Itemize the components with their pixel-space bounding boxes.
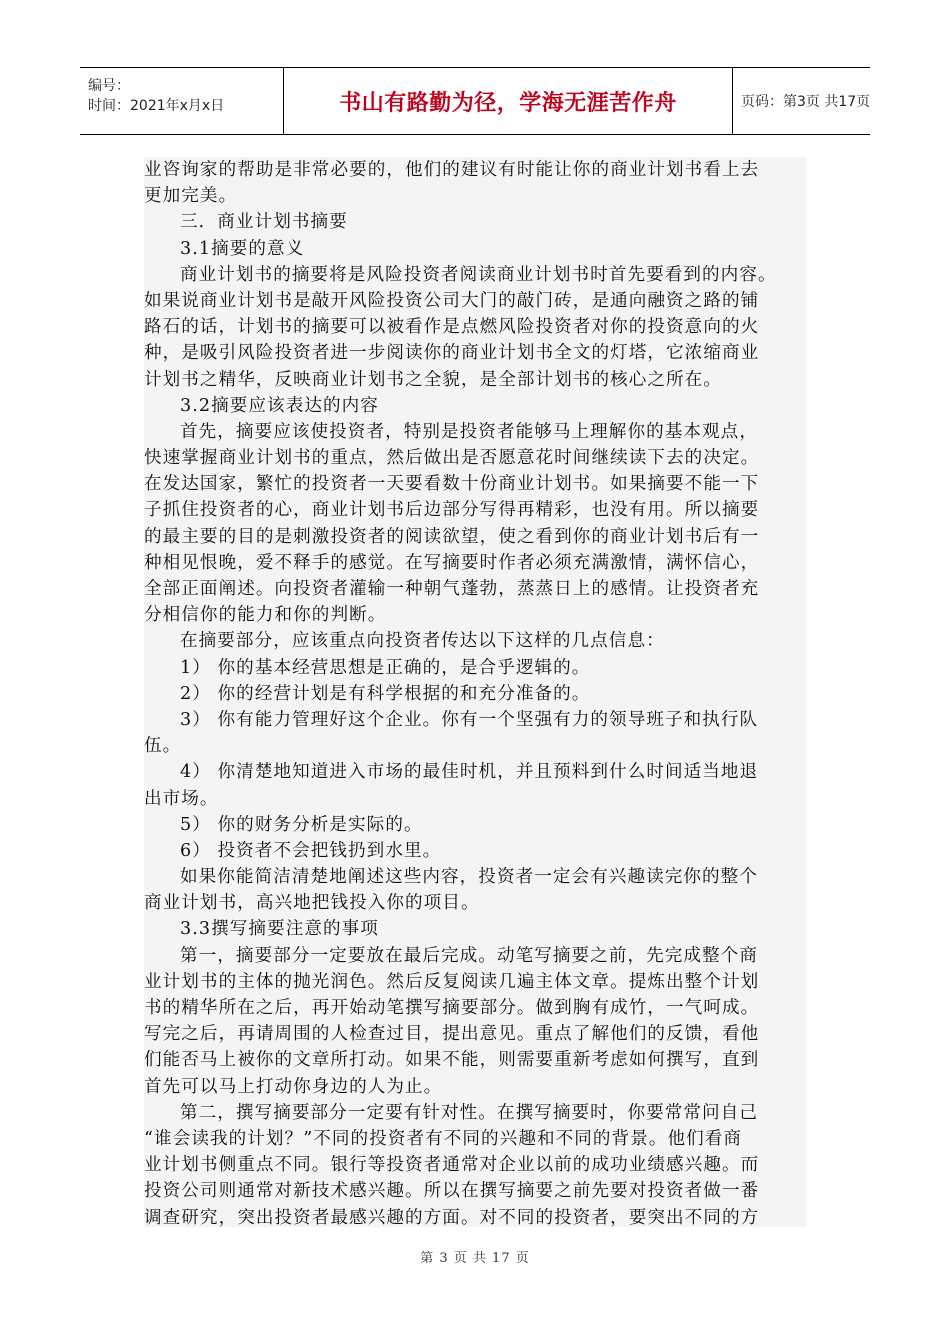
text-line: 商业计划书，高兴地把钱投入你的项目。 [144, 893, 480, 914]
text-line: 业计划书侧重点不同。银行等投资者通常对企业以前的成功业绩感兴趣。而 [144, 1155, 760, 1176]
text-line: 首先，摘要应该使投资者，特别是投资者能够马上理解你的基本观点， [180, 421, 758, 442]
paragraph [144, 943, 806, 1100]
text-line: 如果说商业计划书是敲开风险投资公司大门的敲门砖，是通向融资之路的铺 [144, 290, 760, 311]
paragraph [144, 236, 806, 262]
paragraph [144, 262, 806, 393]
text-line: 书的精华所在之后，再开始动笔撰写摘要部分。做到胸有成竹，一气呵成。 [144, 998, 760, 1018]
header-motto: 书山有路勤为径，学海无涯苦作舟 [339, 90, 677, 116]
text-line: 3.1摘要的意义 [180, 238, 305, 259]
paragraph [144, 707, 806, 759]
text-line: 调查研究，突出投资者最感兴趣的方面。对不同的投资者，要突出不同的方 [144, 1207, 760, 1227]
text-line: 2） 你的经营计划是有科学根据的和充分准备的。 [180, 683, 591, 704]
text-line: 伍。 [144, 736, 182, 757]
text-line: 们能否马上被你的文章所打动。如果不能，则需要重新考虑如何撰写，直到 [144, 1050, 760, 1071]
text-line: 1） 你的基本经营思想是正确的，是合乎逻辑的。 [180, 657, 591, 678]
text-line: 在摘要部分，应该重点向投资者传达以下这样的几点信息： [180, 631, 665, 652]
paragraph [144, 759, 806, 811]
text-line: 计划书之精华，反映商业计划书之全貌，是全部计划书的核心之所在。 [144, 369, 722, 390]
text-line: 写完之后，再请周围的人检查过目，提出意见。重点了解他们的反馈，看他 [144, 1024, 760, 1045]
document-number-label: 编号： [88, 78, 130, 94]
text-line: 投资公司则通常对新技术感兴趣。所以在撰写摘要之前先要对投资者做一番 [144, 1181, 760, 1202]
text-line: 4） 你清楚地知道进入市场的最佳时机，并且预料到什么时间适当地退 [180, 762, 759, 783]
text-line: 首先可以马上打动你身边的人为止。 [144, 1076, 443, 1097]
text-line: 6） 投资者不会把钱扔到水里。 [180, 840, 442, 861]
text-line: 种相见恨晚，爱不释手的感觉。在写摘要时作者必须充满激情，满怀信心， [144, 552, 760, 573]
paragraph [144, 1100, 806, 1227]
text-line: 3.2摘要应该表达的内容 [180, 395, 379, 416]
header-page-info: 页码：第3页 共17页 [741, 94, 871, 110]
paragraph [144, 864, 806, 916]
paragraph [144, 681, 806, 707]
text-line: 3.3撰写摘要注意的事项 [180, 919, 379, 940]
paragraph [144, 812, 806, 838]
text-line: 全部正面阐述。向投资者灌输一种朝气蓬勃，蒸蒸日上的感情。让投资者充 [144, 579, 760, 599]
paragraph [144, 419, 806, 629]
text-line: 出市场。 [144, 788, 219, 809]
paragraph [144, 655, 806, 681]
text-line: 快速掌握商业计划书的重点，然后做出是否愿意花时间继续读下去的决定。 [144, 448, 760, 469]
text-line: 的最主要的目的是刺激投资者的阅读欲望，使之看到你的商业计划书后有一 [144, 526, 760, 547]
text-line: 业咨询家的帮助是非常必要的，他们的建议有时能让你的商业计划书看上去 [144, 160, 760, 180]
paragraph [144, 916, 806, 942]
text-line: 种，是吸引风险投资者进一步阅读你的商业计划书全文的灯塔，它浓缩商业 [144, 343, 760, 364]
paragraph [144, 393, 806, 419]
text-line: 在发达国家，繁忙的投资者一天要看数十份商业计划书。如果摘要不能一下 [144, 474, 760, 495]
document-body [144, 157, 806, 1227]
text-line: 业计划书的主体的抛光润色。然后反复阅读几遍主体文章。提炼出整个计划 [144, 971, 760, 992]
text-line: 商业计划书的摘要将是风险投资者阅读商业计划书时首先要看到的内容。 [180, 264, 777, 285]
text-line: 5） 你的财务分析是实际的。 [180, 814, 423, 835]
text-line: 分相信你的能力和你的判断。 [144, 605, 387, 626]
paragraph [144, 209, 806, 235]
header-motto-cell [283, 68, 733, 134]
paragraph [144, 838, 806, 864]
header-meta [80, 68, 283, 134]
text-line: 如果你能简洁清楚地阐述这些内容，投资者一定会有兴趣读完你的整个 [180, 867, 758, 888]
text-line: 第二，撰写摘要部分一定要有针对性。在撰写摘要时，你要常常问自己 [180, 1102, 758, 1123]
paragraph [144, 628, 806, 654]
paragraph [144, 157, 806, 209]
text-line: 路石的话，计划书的摘要可以被看作是点燃风险投资者对你的投资意向的火 [144, 317, 760, 338]
text-line: 3） 你有能力管理好这个企业。你有一个坚强有力的领导班子和执行队 [180, 709, 759, 730]
text-line: “谁会读我的计划？”不同的投资者有不同的兴趣和不同的背景。他们看商 [144, 1128, 743, 1149]
text-line: 更加完美。 [144, 186, 238, 207]
document-date-label: 时间：2021年x月x日 [88, 98, 225, 114]
page-footer: 第 3 页 共 17 页 [420, 1251, 530, 1266]
text-line: 子抓住投资者的心，商业计划书后边部分写得再精彩，也没有用。所以摘要 [144, 500, 760, 521]
text-line: 第一，摘要部分一定要放在最后完成。动笔写摘要之前，先完成整个商 [180, 945, 758, 966]
page-header [80, 67, 870, 135]
text-line: 三．商业计划书摘要 [180, 212, 348, 233]
